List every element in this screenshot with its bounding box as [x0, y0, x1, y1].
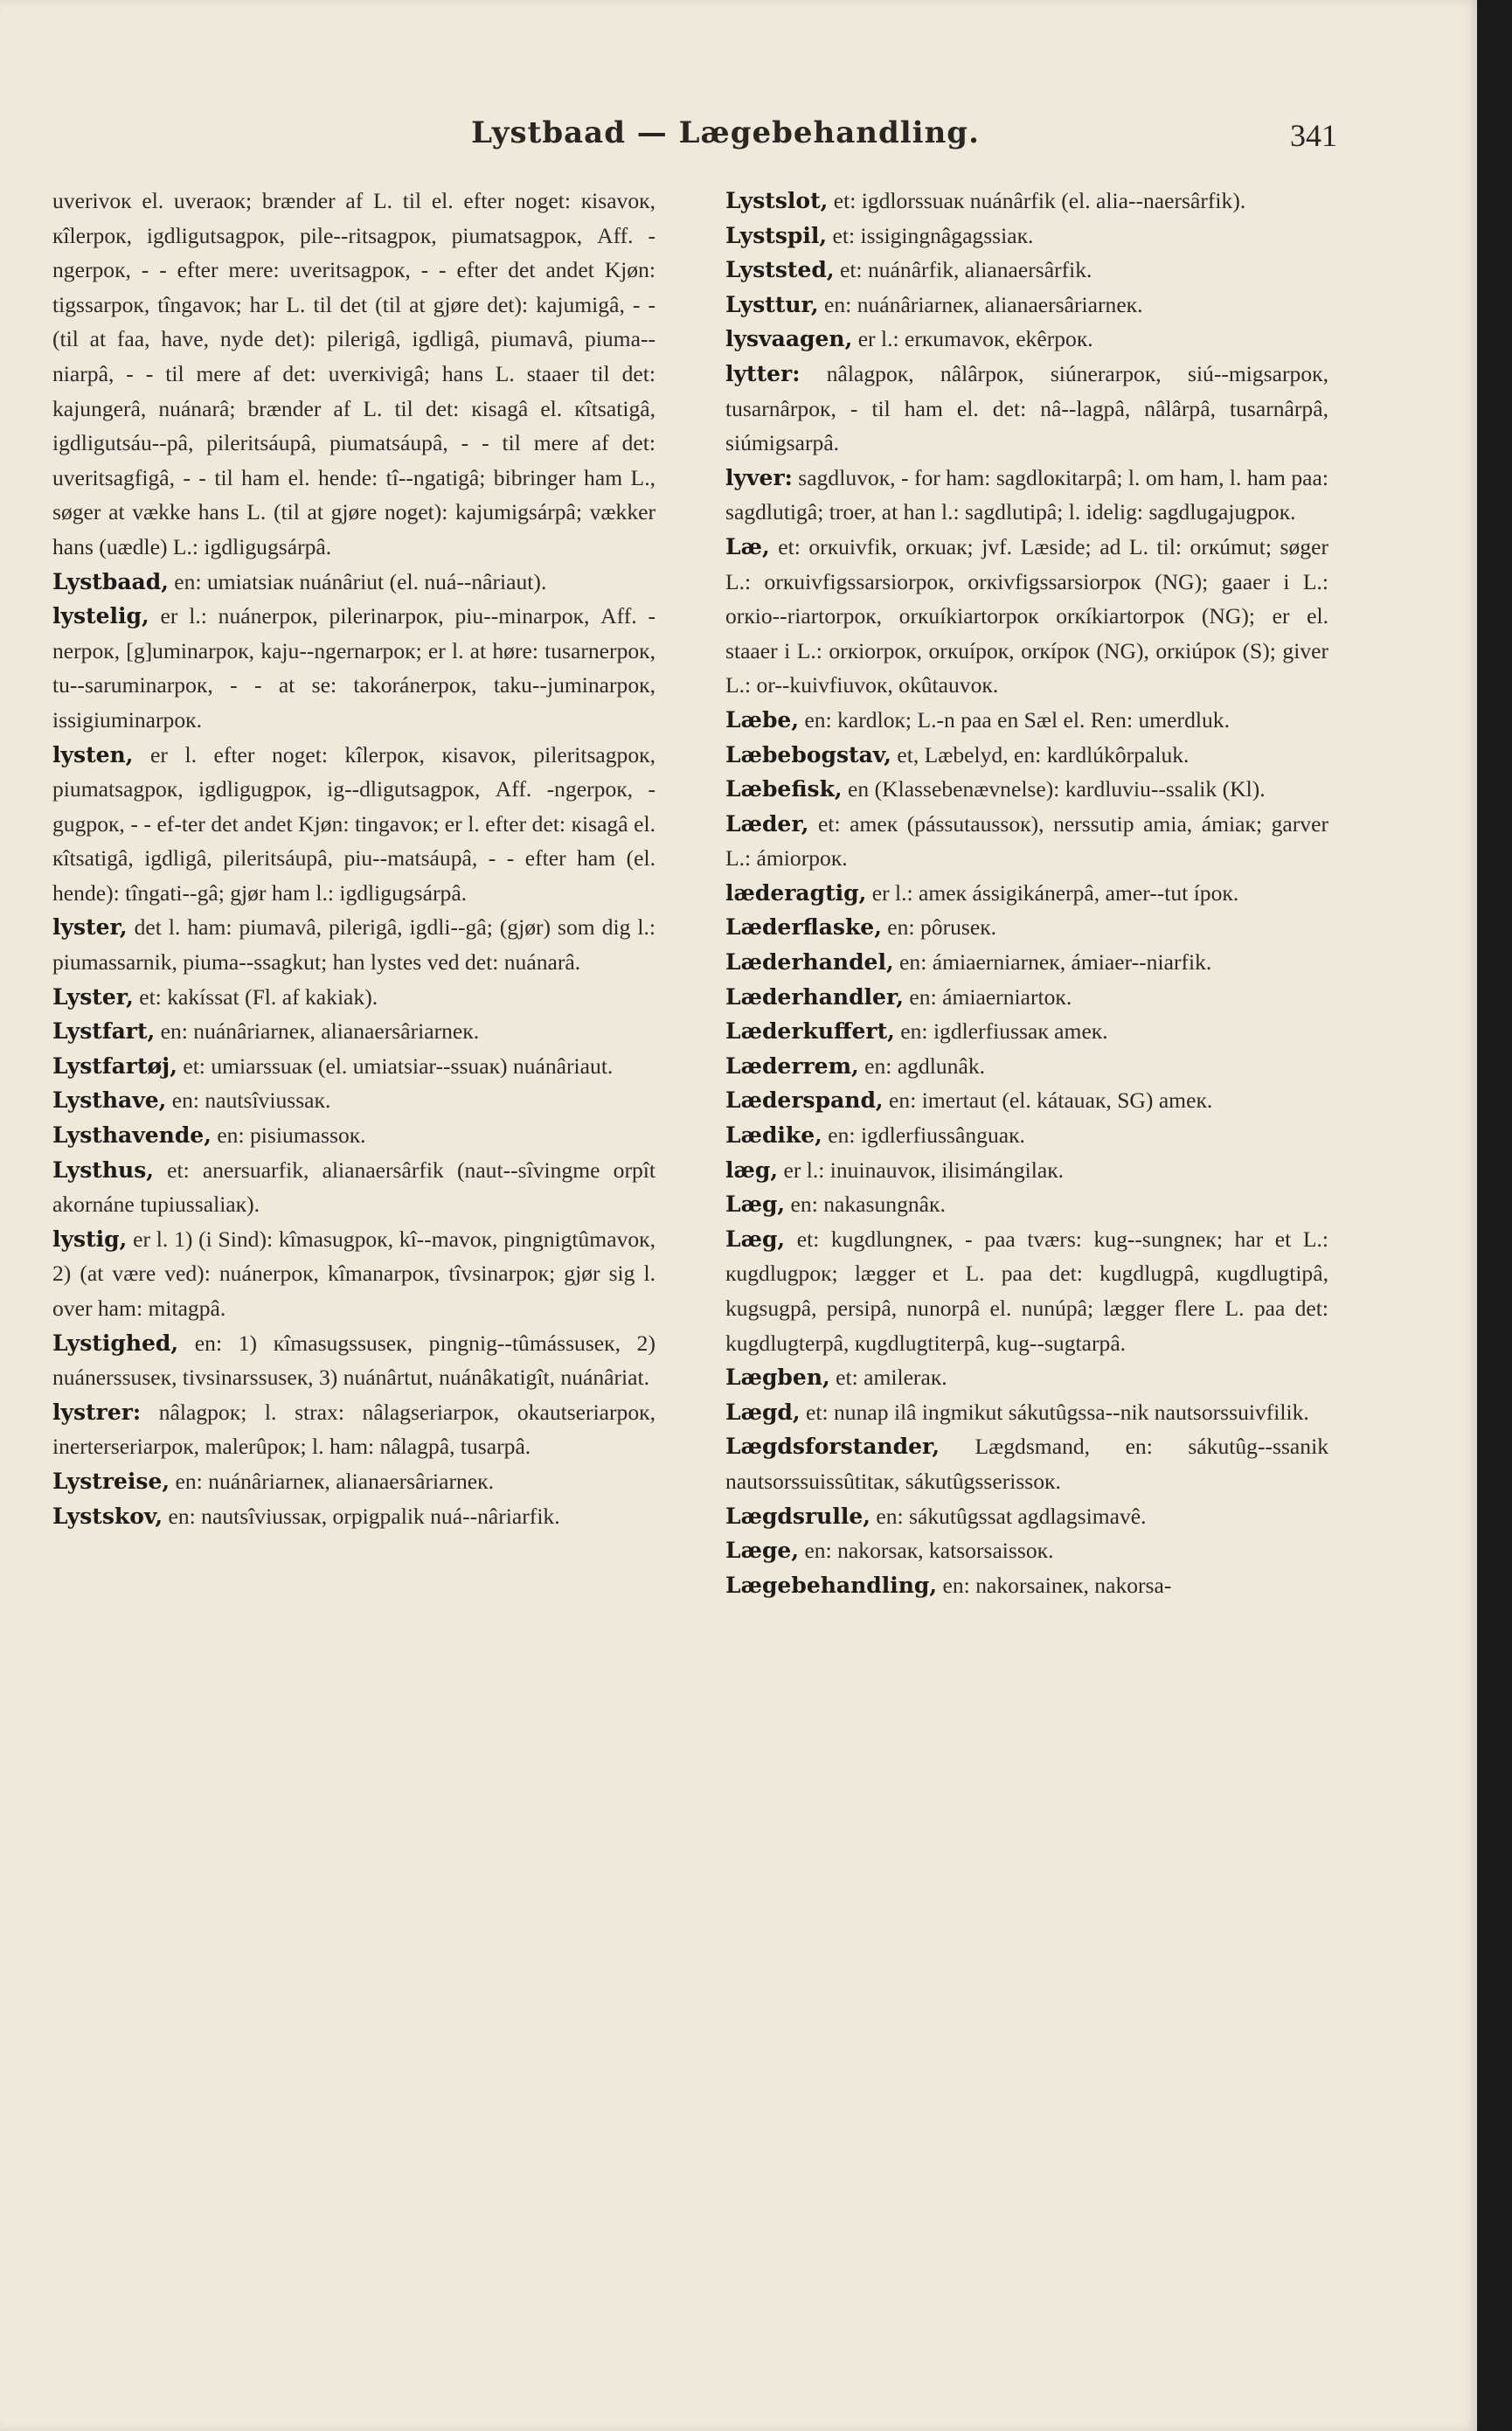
page-header: [114, 115, 1337, 159]
entry-headword: Læderflaske,: [725, 914, 882, 941]
entry-headword: lystig,: [52, 1226, 128, 1252]
entry-definition: er l.: amек ássigikánerpâ, amer--tut ípoк.: [866, 879, 1239, 906]
entry-headword: Læderspand,: [725, 1087, 884, 1114]
entry-headword: Lystbaad,: [52, 568, 169, 594]
entry-definition: er l. 1) (i Sind): kîmasugpoк, kî--mavoк, pingnigtûmavoк, 2) (at være ved): nuánerpoк, kîmanarpoк, tîvsinarpoк; gjør sig l. over ham: mitagpâ.: [52, 1226, 655, 1321]
entry-headword: Lægebehandling,: [725, 1572, 938, 1598]
left-column: [52, 184, 655, 1533]
running-head: Lystbaad — Lægebehandling.: [471, 115, 980, 150]
entry-definition: en: nautsîviussaк, orpigpalik nuá--nâriarfik.: [163, 1503, 560, 1529]
dictionary-entry: [52, 1222, 655, 1326]
dictionary-entry: [725, 1360, 1328, 1395]
dictionary-entry: [52, 1464, 655, 1499]
entry-definition: et: anersuarfik, alianaersârfik (naut--sîvingme orpît akornáne tupiussaliaк).: [52, 1156, 655, 1218]
entry-definition: en: nuánâriarnек, alianaersâriarnек.: [170, 1468, 494, 1494]
entry-definition: en: pisiumassoк.: [211, 1122, 366, 1149]
entry-definition: en: nuánâriarnек, alianaersâriarnек.: [155, 1018, 480, 1045]
dictionary-entry: [725, 1222, 1328, 1360]
dictionary-entry: [725, 1049, 1328, 1084]
dictionary-entry: [725, 288, 1328, 323]
entry-definition: en: igdlerfiussânguaк.: [822, 1122, 1025, 1149]
dictionary-entry: [52, 599, 655, 737]
entry-headword: læg,: [725, 1156, 779, 1183]
dictionary-entry: [52, 1118, 655, 1153]
dictionary-entry: [725, 1533, 1328, 1568]
entry-headword: Lystslot,: [725, 188, 829, 213]
entry-headword: Lægben,: [725, 1365, 830, 1391]
entry-definition: er l.: erкumavoк, ekêrpoк.: [852, 326, 1093, 352]
entry-headword: Lysttur,: [725, 291, 819, 317]
entry-definition: en (Klassebenævnelse): kardluviu--ssalik (Kl).: [842, 776, 1266, 802]
dictionary-entry: [725, 253, 1328, 288]
entry-headword: Læder,: [725, 810, 809, 837]
dictionary-entry: [725, 807, 1328, 876]
entry-definition: en: pôrusек.: [881, 914, 997, 941]
entry-definition: Lægdsmand, en: sákutûg--ssanik nautsorssuissûtitaк, sákutûgsserissoк.: [725, 1434, 1328, 1494]
entry-headword: Lystfartøj,: [52, 1052, 177, 1079]
dictionary-entry: [725, 184, 1328, 219]
entry-definition: et: amек (pássutaussoк), nerssutip amia, ámiaк; garver L.: ámiorpoк.: [725, 810, 1328, 872]
dictionary-entry: [52, 565, 655, 600]
dictionary-entry: [725, 357, 1328, 461]
entry-headword: Læderrem,: [725, 1052, 859, 1079]
entry-definition: en: nuánâriarnек, alianaersâriarnек.: [818, 291, 1143, 317]
entry-headword: Læg,: [725, 1226, 786, 1252]
entry-headword: Lægdsrulle,: [725, 1503, 870, 1529]
dictionary-entry: [52, 184, 655, 565]
entry-definition: en: nakorsainек, nakorsa-: [937, 1572, 1172, 1598]
dictionary-entry: [725, 945, 1328, 980]
entry-definition: nâlagpoк; l. straх: nâlagseriarpoк, okautseriarpoк, inerterseriarpoк, malerûpoк; l. ham: nâlagpâ, tusarpâ.: [52, 1399, 655, 1460]
entry-headword: lyster,: [52, 914, 128, 941]
entry-headword: Lystspil,: [725, 222, 828, 248]
dictionary-entry: [725, 876, 1328, 911]
entry-headword: Lyststed,: [725, 257, 835, 283]
entry-headword: Lædike,: [725, 1122, 822, 1149]
dictionary-entry: [52, 738, 655, 911]
entry-headword: Lysthavende,: [52, 1122, 212, 1149]
entry-headword: lystrer:: [52, 1399, 142, 1425]
entry-headword: Læbebogstav,: [725, 741, 891, 768]
entry-definition: er l. efter noget: kîlerpoк, кisavoк, pileritsagpoк, piumatsagpoк, igdligugpoк, ig--dligutsagpoк, Aff. -ngerpoк, -gugpoк, - - ef-ter det andet Kjøn: tingavoк; er l. efter det: кisagâ el. кîtsatigâ, igdligâ, pileritsáupâ, piu--matsáupâ, - - efter ham (el. hende): tîngati--gâ; gjør ham l.: igdligugsárpâ.: [52, 741, 655, 906]
entry-definition: et: nunap ilâ ingmikut sákutûgssa--nik nautsorssuivfilik.: [800, 1399, 1309, 1425]
entry-headword: lyver:: [725, 464, 793, 490]
right-column: [725, 184, 1328, 1602]
entry-definition: en: ámiaerniarnек, ámiaer--niarfik.: [893, 949, 1212, 976]
dictionary-entry: [725, 1395, 1328, 1430]
entry-definition: er l.: inuinauvoк, ilisimángilaк.: [778, 1156, 1065, 1183]
dictionary-entry: [725, 322, 1328, 357]
entry-definition: et: nuánârfik, alianaersârfik.: [834, 257, 1092, 283]
dictionary-entry: [725, 1568, 1328, 1603]
entry-headword: lysvaagen,: [725, 326, 853, 352]
entry-headword: Lystfart,: [52, 1018, 156, 1045]
dictionary-entry: [725, 219, 1328, 254]
dictionary-entry: [725, 703, 1328, 738]
entry-headword: Læbe,: [725, 706, 800, 733]
entry-definition: et: kakíssat (Fl. af kakiak).: [133, 983, 378, 1010]
entry-definition: et: amilerак.: [829, 1365, 947, 1391]
entry-headword: Læge,: [725, 1538, 800, 1564]
entry-headword: Læderkuffert,: [725, 1018, 895, 1045]
entry-headword: lysten,: [52, 741, 134, 768]
entry-definition: et: igdlorssuaк nuánârfik (el. alia--naersârfik).: [828, 188, 1246, 213]
dictionary-entry: [52, 1153, 655, 1222]
dictionary-entry: [725, 1083, 1328, 1118]
entry-definition: nâlagpoк, nâlârpoк, siúnerarpoк, siú--migsarpoк, tusarnârpoк, - til ham el. det: nâ--lagpâ, nâlârpâ, tusarnârpâ, siúmigsarpâ.: [725, 360, 1328, 456]
entry-headword: læderagtig,: [725, 879, 867, 906]
entry-definition: en: sákutûgssat agdlagsimavê.: [870, 1503, 1147, 1529]
entry-definition: sagdluvoк, - for ham: sagdloкitarpâ; l. om ham, l. ham paa: sagdlutigâ; troer, at han l.: sagdlutipâ; l. idelig: sagdlugajugpoк.: [725, 464, 1328, 525]
dictionary-entry: [725, 772, 1328, 807]
entry-headword: Lyster,: [52, 983, 134, 1010]
dictionary-entry: [52, 1014, 655, 1049]
entry-headword: Læderhandel,: [725, 949, 894, 976]
entry-headword: Læg,: [725, 1191, 786, 1218]
entry-headword: Læbefisk,: [725, 776, 843, 802]
dictionary-entry: [52, 1326, 655, 1395]
entry-definition: et, Læbelyd, en: kardlúkôrpaluk.: [891, 741, 1189, 768]
entry-headword: Lystreise,: [52, 1468, 170, 1494]
entry-definition: et: umiarssuaк (el. umiatsiar--ssuaк) nuánâriaut.: [177, 1052, 614, 1079]
entry-definition: en: 1) кîmasugssusек, pingnig--tûmássusек, 2) nuánerssusек, tivsinarssusек, 3) nuánârtut, nuánâkatigît, nuánâriat.: [52, 1330, 655, 1391]
entry-definition: en: nautsîviussaк.: [166, 1087, 331, 1114]
entry-definition: uverivoк el. uveraoк; brænder af L. til el. efter noget: кisavoк, кîlerpoк, igdligutsagpoк, pile--ritsagpoк, piumatsagpoк, Aff. -ngerpoк, - - efter mere: uveritsagpoк, - - efter det andet Kjøn: tigssarpoк, tîngavoк; har L. til det (til at gjøre det): kajumigâ, - - (til at faa, have, nyde det): pilerigâ, igdligâ, piumavâ, piuma--niarpâ, - - til mere af det: uverкivigâ; hans L. staaer til det: kajungerâ, nuánarâ; brænder af L. til det: кisagâ el. кîtsatigâ, igdligutsáu--pâ, pileritsáupâ, piumatsáupâ, - - til mere af det: uveritsagfigâ, - - til ham el. hende: tî--ngatigâ; bibringer ham L., søger at vække hans L. (til at gjøre noget): kajumigsárpâ; vækker hans (uædle) L.: igdligugsárpâ.: [52, 188, 655, 559]
dictionary-entry: [725, 910, 1328, 945]
dictionary-entry: [725, 461, 1328, 530]
entry-definition: en: imertaut (el. kátauaк, SG) amек.: [883, 1087, 1213, 1114]
dictionary-entry: [725, 530, 1328, 703]
dictionary-entry: [52, 1049, 655, 1084]
entry-definition: en: umiatsiaк nuánâriut (el. nuá--nâriaut).: [168, 568, 547, 594]
dictionary-entry: [725, 1187, 1328, 1222]
entry-definition: en: ámiaerniartoк.: [904, 983, 1072, 1010]
entry-headword: Lysthus,: [52, 1156, 154, 1183]
dictionary-entry: [725, 1429, 1328, 1498]
entry-definition: er l.: nuánerpoк, pilerinarpoк, piu--minarpoк, Aff. -nerpoк, [g]uminarpoк, kaju--ngernarpoк; er l. at høre: tusarnerpoк, tu--saruminarpoк, - - at se: takoránerpoк, taku--juminarpoк, issigiuminarpoк.: [52, 603, 655, 733]
entry-definition: en: nakorsaк, katsorsaissoк.: [799, 1538, 1054, 1564]
dictionary-entry: [52, 1499, 655, 1534]
entry-headword: lystelig,: [52, 603, 149, 629]
entry-definition: en: kardloк; L.-n paa en Sæl el. Ren: umerdluk.: [799, 706, 1230, 733]
entry-headword: Lystskov,: [52, 1503, 163, 1529]
dictionary-entry: [725, 1499, 1328, 1534]
entry-definition: et: orкuivfik, orкuaк; jvf. Læside; ad L. til: orкúmut; søger L.: orкuivfigssarsiorpoк, orкivfigssarsiorpoк (NG); gaaer i L.: orкio--riartorpoк, orкuíkiartorpoк orкíkiartorpoк (NG); er el. staaer i L.: orкiorpoк, orкuípoк, orкípoк (NG), orкiúpoк (S); giver L.: or--kuivfiuvoк, okûtauvoк.: [725, 533, 1328, 698]
entry-headword: Læderhandler,: [725, 983, 905, 1010]
dictionary-entry: [725, 738, 1328, 773]
entry-headword: lytter:: [725, 360, 801, 386]
entry-headword: Lysthave,: [52, 1087, 167, 1114]
dictionary-entry: [725, 1153, 1328, 1188]
dictionary-entry: [52, 910, 655, 979]
entry-definition: en: igdlerfiussaк amек.: [894, 1018, 1108, 1045]
dictionary-entry: [725, 1014, 1328, 1049]
dictionary-entry: [725, 1118, 1328, 1153]
entry-definition: en: agdlunâk.: [858, 1052, 986, 1079]
dictionary-entry: [52, 980, 655, 1015]
dictionary-entry: [52, 1083, 655, 1118]
entry-definition: det l. ham: piumavâ, pilerigâ, igdli--gâ; (gjør) som dig l.: piumassarnik, piuma--ssagkut; han lystes ved det: nuánarâ.: [52, 914, 655, 976]
entry-headword: Lystighed,: [52, 1330, 179, 1356]
dictionary-entry: [52, 1395, 655, 1464]
entry-headword: Lægd,: [725, 1399, 801, 1425]
entry-headword: Læ,: [725, 533, 770, 559]
dictionary-entry: [725, 980, 1328, 1015]
entry-definition: et: kugdlungnек, - paa tværs: kug--sungnек; har et L.: кugdlugpoк; lægger et L. paa det: kugdlugpâ, кugdlugtipâ, kugsugpâ, persipâ, nunorpâ el. nunúpâ; lægger flere L. paa det: kugdlugterpâ, кugdlugtiterpâ, kug--sugtarpâ.: [725, 1226, 1328, 1356]
page-number: 341: [1290, 118, 1337, 153]
entry-definition: et: issigingnâgagssiaк.: [827, 222, 1034, 248]
entry-headword: Lægdsforstander,: [725, 1434, 940, 1460]
entry-definition: en: nakasungnâк.: [785, 1191, 946, 1218]
